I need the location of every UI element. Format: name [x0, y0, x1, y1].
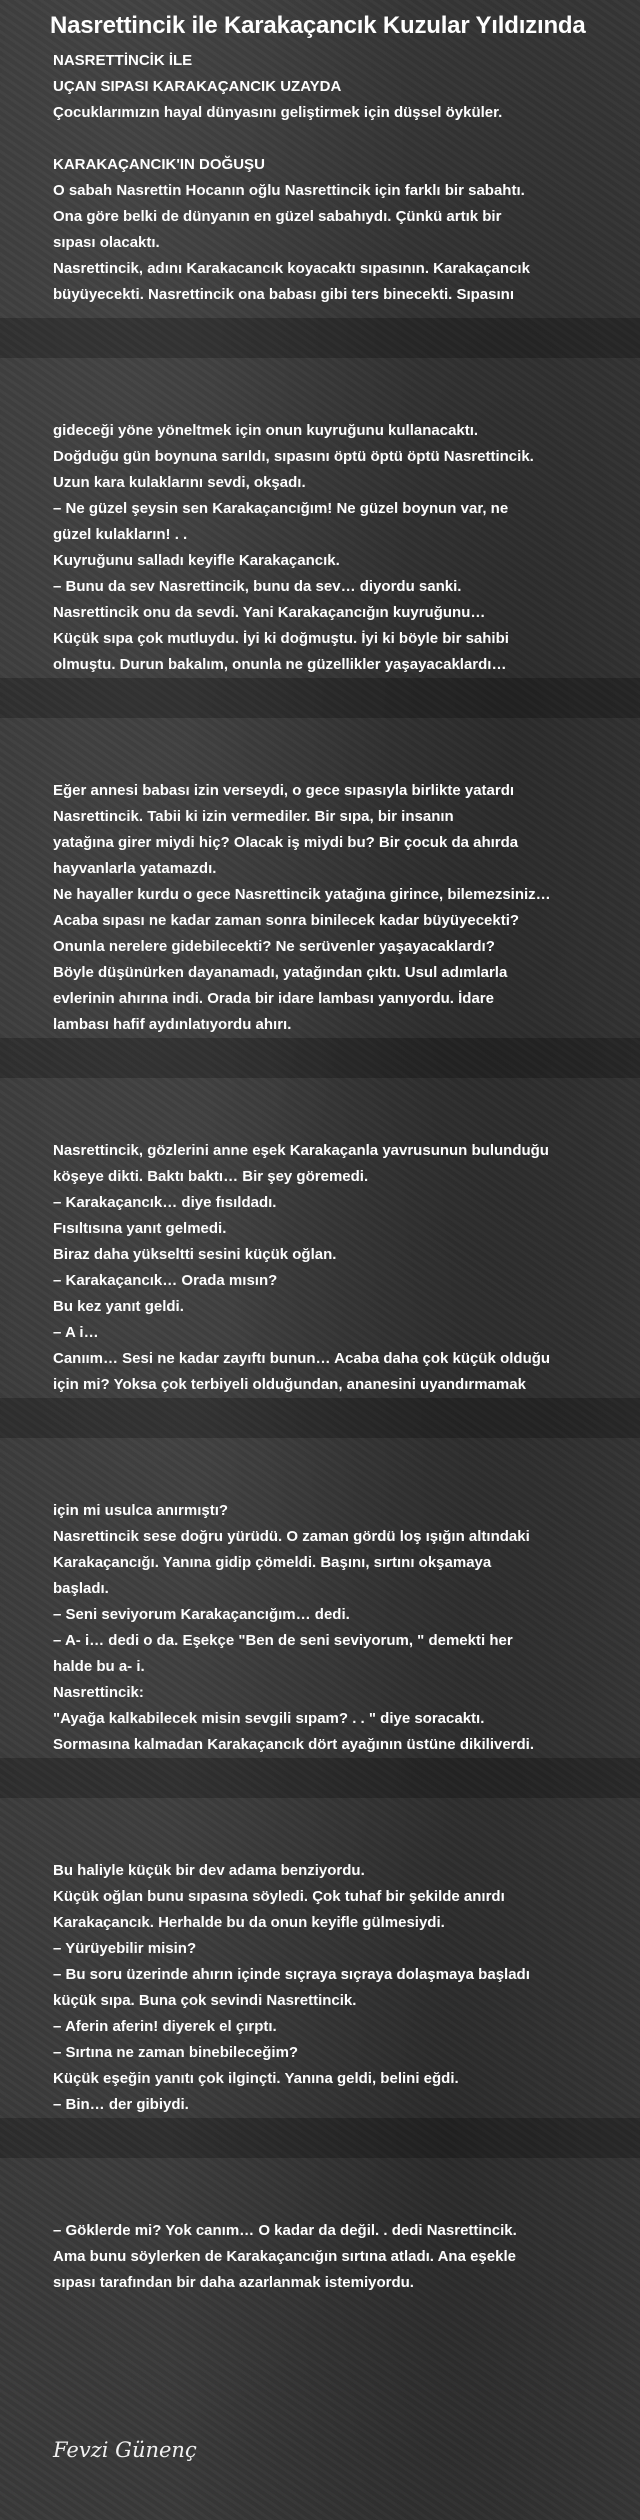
- poem-line: Küçük oğlan bunu sıpasına söyledi. Çok tuhaf bir şekilde anırdı: [53, 1888, 505, 1905]
- poem-line: – Karakaçancık… Orada mısın?: [53, 1272, 278, 1289]
- poem-line: "Ayağa kalkabilecek misin sevgili sıpam? . . " diye soracaktı.: [53, 1710, 485, 1727]
- poem-line: sıpası olacaktı.: [53, 234, 160, 251]
- poem-page-1: [53, 48, 598, 308]
- poem-page-2: [53, 418, 598, 678]
- poem-line: – Ne güzel şeysin sen Karakaçancığım! Ne güzel boynun var, ne: [53, 500, 509, 517]
- poem-line: hayvanlarla yatamazdı.: [53, 860, 217, 877]
- poem-line: olmuştu. Durun bakalım, onunla ne güzellikler yaşayacaklardı…: [53, 656, 507, 673]
- poem-line: Canıım… Sesi ne kadar zayıftı bunun… Acaba daha çok küçük olduğu: [53, 1350, 551, 1367]
- poem-page-3: [53, 778, 598, 1038]
- poem-line: Eğer annesi babası izin verseydi, o gece sıpasıyla birlikte yatardı: [53, 782, 515, 799]
- poem-line: Biraz daha yükseltti sesini küçük oğlan.: [53, 1246, 337, 1263]
- poem-line: Sormasına kalmadan Karakaçancık dört ayağının üstüne dikiliverdi.: [53, 1736, 535, 1753]
- poem-line: – Sırtına ne zaman binebileceğim?: [53, 2044, 299, 2061]
- section-divider: [0, 2118, 640, 2158]
- poem-line: KARAKAÇANCIK'IN DOĞUŞU: [53, 156, 265, 173]
- poem-line: – Karakaçancık… diye fısıldadı.: [53, 1194, 277, 1211]
- poem-line: lambası hafif aydınlatıyordu ahırı.: [53, 1016, 292, 1033]
- poem-line: evlerinin ahırına indi. Orada bir idare lambası yanıyordu. İdare: [53, 990, 494, 1007]
- poem-line: NASRETTİNCİK İLE: [53, 52, 193, 69]
- poem-line: köşeye dikti. Baktı baktı… Bir şey göremedi.: [53, 1168, 369, 1185]
- poem-line: küçük sıpa. Buna çok sevindi Nasrettincik.: [53, 1992, 357, 2009]
- section-divider: [0, 1038, 640, 1078]
- poem-line: Kuyruğunu salladı keyifle Karakaçancık.: [53, 552, 340, 569]
- poem-line: Onunla nerelere gidebilecekti? Ne serüvenler yaşayacaklardı?: [53, 938, 495, 955]
- poem-page-5: [53, 1498, 598, 1758]
- author-name: Fevzi Günenç: [53, 2438, 197, 2462]
- poem-line: – A- i… dedi o da. Eşekçe "Ben de seni seviyorum, " demekti her: [53, 1632, 513, 1649]
- poem-page-6: [53, 1858, 598, 2118]
- poem-line: Karakaçancığı. Yanına gidip çömeldi. Başını, sırtını okşamaya: [53, 1554, 492, 1571]
- poem-line: Çocuklarımızın hayal dünyasını geliştirmek için düşsel öyküler.: [53, 104, 503, 121]
- poem-line: Karakaçancık. Herhalde bu da onun keyifle gülmesiydi.: [53, 1914, 445, 1931]
- poem-line: O sabah Nasrettin Hocanın oğlu Nasrettincik için farklı bir sabahtı.: [53, 182, 525, 199]
- poem-line: başladı.: [53, 1580, 109, 1597]
- poem-line: Nasrettincik. Tabii ki izin vermediler. Bir sıpa, bir insanın: [53, 808, 454, 825]
- poem-line: Nasrettincik sese doğru yürüdü. O zaman gördü loş ışığın altındaki: [53, 1528, 530, 1545]
- poem-line: sıpası tarafından bir daha azarlanmak istemiyordu.: [53, 2274, 414, 2291]
- poem-line: Ne hayaller kurdu o gece Nasrettincik yatağına girince, bilemezsiniz…: [53, 886, 551, 903]
- section-divider: [0, 318, 640, 358]
- poem-line: – A i…: [53, 1324, 99, 1341]
- poem-line: yatağına girer miydi hiç? Olacak iş miydi bu? Bir çocuk da ahırda: [53, 834, 519, 851]
- poem-page-4: [53, 1138, 598, 1398]
- poem-line: – Aferin aferin! diyerek el çırptı.: [53, 2018, 277, 2035]
- poem-line: gideceği yöne yöneltmek için onun kuyruğunu kullanacaktı.: [53, 422, 479, 439]
- poem-line: – Bu soru üzerinde ahırın içinde sıçraya sıçraya dolaşmaya başladı: [53, 1966, 530, 1983]
- poem-line: halde bu a- i.: [53, 1658, 145, 1675]
- poem-line: Küçük sıpa çok mutluydu. İyi ki doğmuştu. İyi ki böyle bir sahibi: [53, 630, 509, 647]
- poem-line: Acaba sıpası ne kadar zaman sonra binilecek kadar büyüyecekti?: [53, 912, 520, 929]
- poem-line: Küçük eşeğin yanıtı çok ilginçti. Yanına geldi, belini eğdi.: [53, 2070, 459, 2087]
- poem-line: – Seni seviyorum Karakaçancığım… dedi.: [53, 1606, 350, 1623]
- poem-line: Doğduğu gün boynuna sarıldı, sıpasını öptü öptü öptü Nasrettincik.: [53, 448, 534, 465]
- poem-line: Ama bunu söylerken de Karakaçancığın sırtına atladı. Ana eşekle: [53, 2248, 516, 2265]
- poem-line: büyüyecekti. Nasrettincik ona babası gibi ters binecekti. Sıpasını: [53, 286, 514, 303]
- poem-line: için mi usulca anırmıştı?: [53, 1502, 229, 1519]
- poem-line: – Yürüyebilir misin?: [53, 1940, 197, 1957]
- poem-line: UÇAN SIPASI KARAKAÇANCIK UZAYDA: [53, 78, 342, 95]
- poem-title: Nasrettincik ile Karakaçancık Kuzular Yıldızında: [50, 12, 586, 39]
- section-divider: [0, 1398, 640, 1438]
- poem-line: – Göklerde mi? Yok canım… O kadar da değil. . dedi Nasrettincik.: [53, 2222, 517, 2239]
- poem-line: Nasrettincik, adını Karakacancık koyacaktı sıpasının. Karakaçancık: [53, 260, 530, 277]
- poem-line: Nasrettincik onu da sevdi. Yani Karakaçancığın kuyruğunu…: [53, 604, 486, 621]
- poem-line: için mi? Yoksa çok terbiyeli olduğundan, ananesini uyandırmamak: [53, 1376, 526, 1393]
- poem-line: Uzun kara kulaklarını sevdi, okşadı.: [53, 474, 306, 491]
- poem-line: [53, 126, 598, 152]
- poem-line: Nasrettincik, gözlerini anne eşek Karakaçanla yavrusunun bulunduğu: [53, 1142, 549, 1159]
- poem-line: – Bunu da sev Nasrettincik, bunu da sev… diyordu sanki.: [53, 578, 462, 595]
- section-divider: [0, 678, 640, 718]
- poem-line: Bu haliyle küçük bir dev adama benziyordu.: [53, 1862, 365, 1879]
- poem-line: – Bin… der gibiydi.: [53, 2096, 189, 2113]
- poem-line: Bu kez yanıt geldi.: [53, 1298, 184, 1315]
- poem-line: Böyle düşünürken dayanamadı, yatağından çıktı. Usul adımlarla: [53, 964, 508, 981]
- poem-line: Ona göre belki de dünyanın en güzel sabahıydı. Çünkü artık bir: [53, 208, 502, 225]
- poem-line: Nasrettincik:: [53, 1684, 144, 1701]
- poem-page-7: [53, 2218, 598, 2296]
- section-divider: [0, 1758, 640, 1798]
- poem-line: güzel kulakların! . .: [53, 526, 188, 543]
- poem-line: Fısıltısına yanıt gelmedi.: [53, 1220, 227, 1237]
